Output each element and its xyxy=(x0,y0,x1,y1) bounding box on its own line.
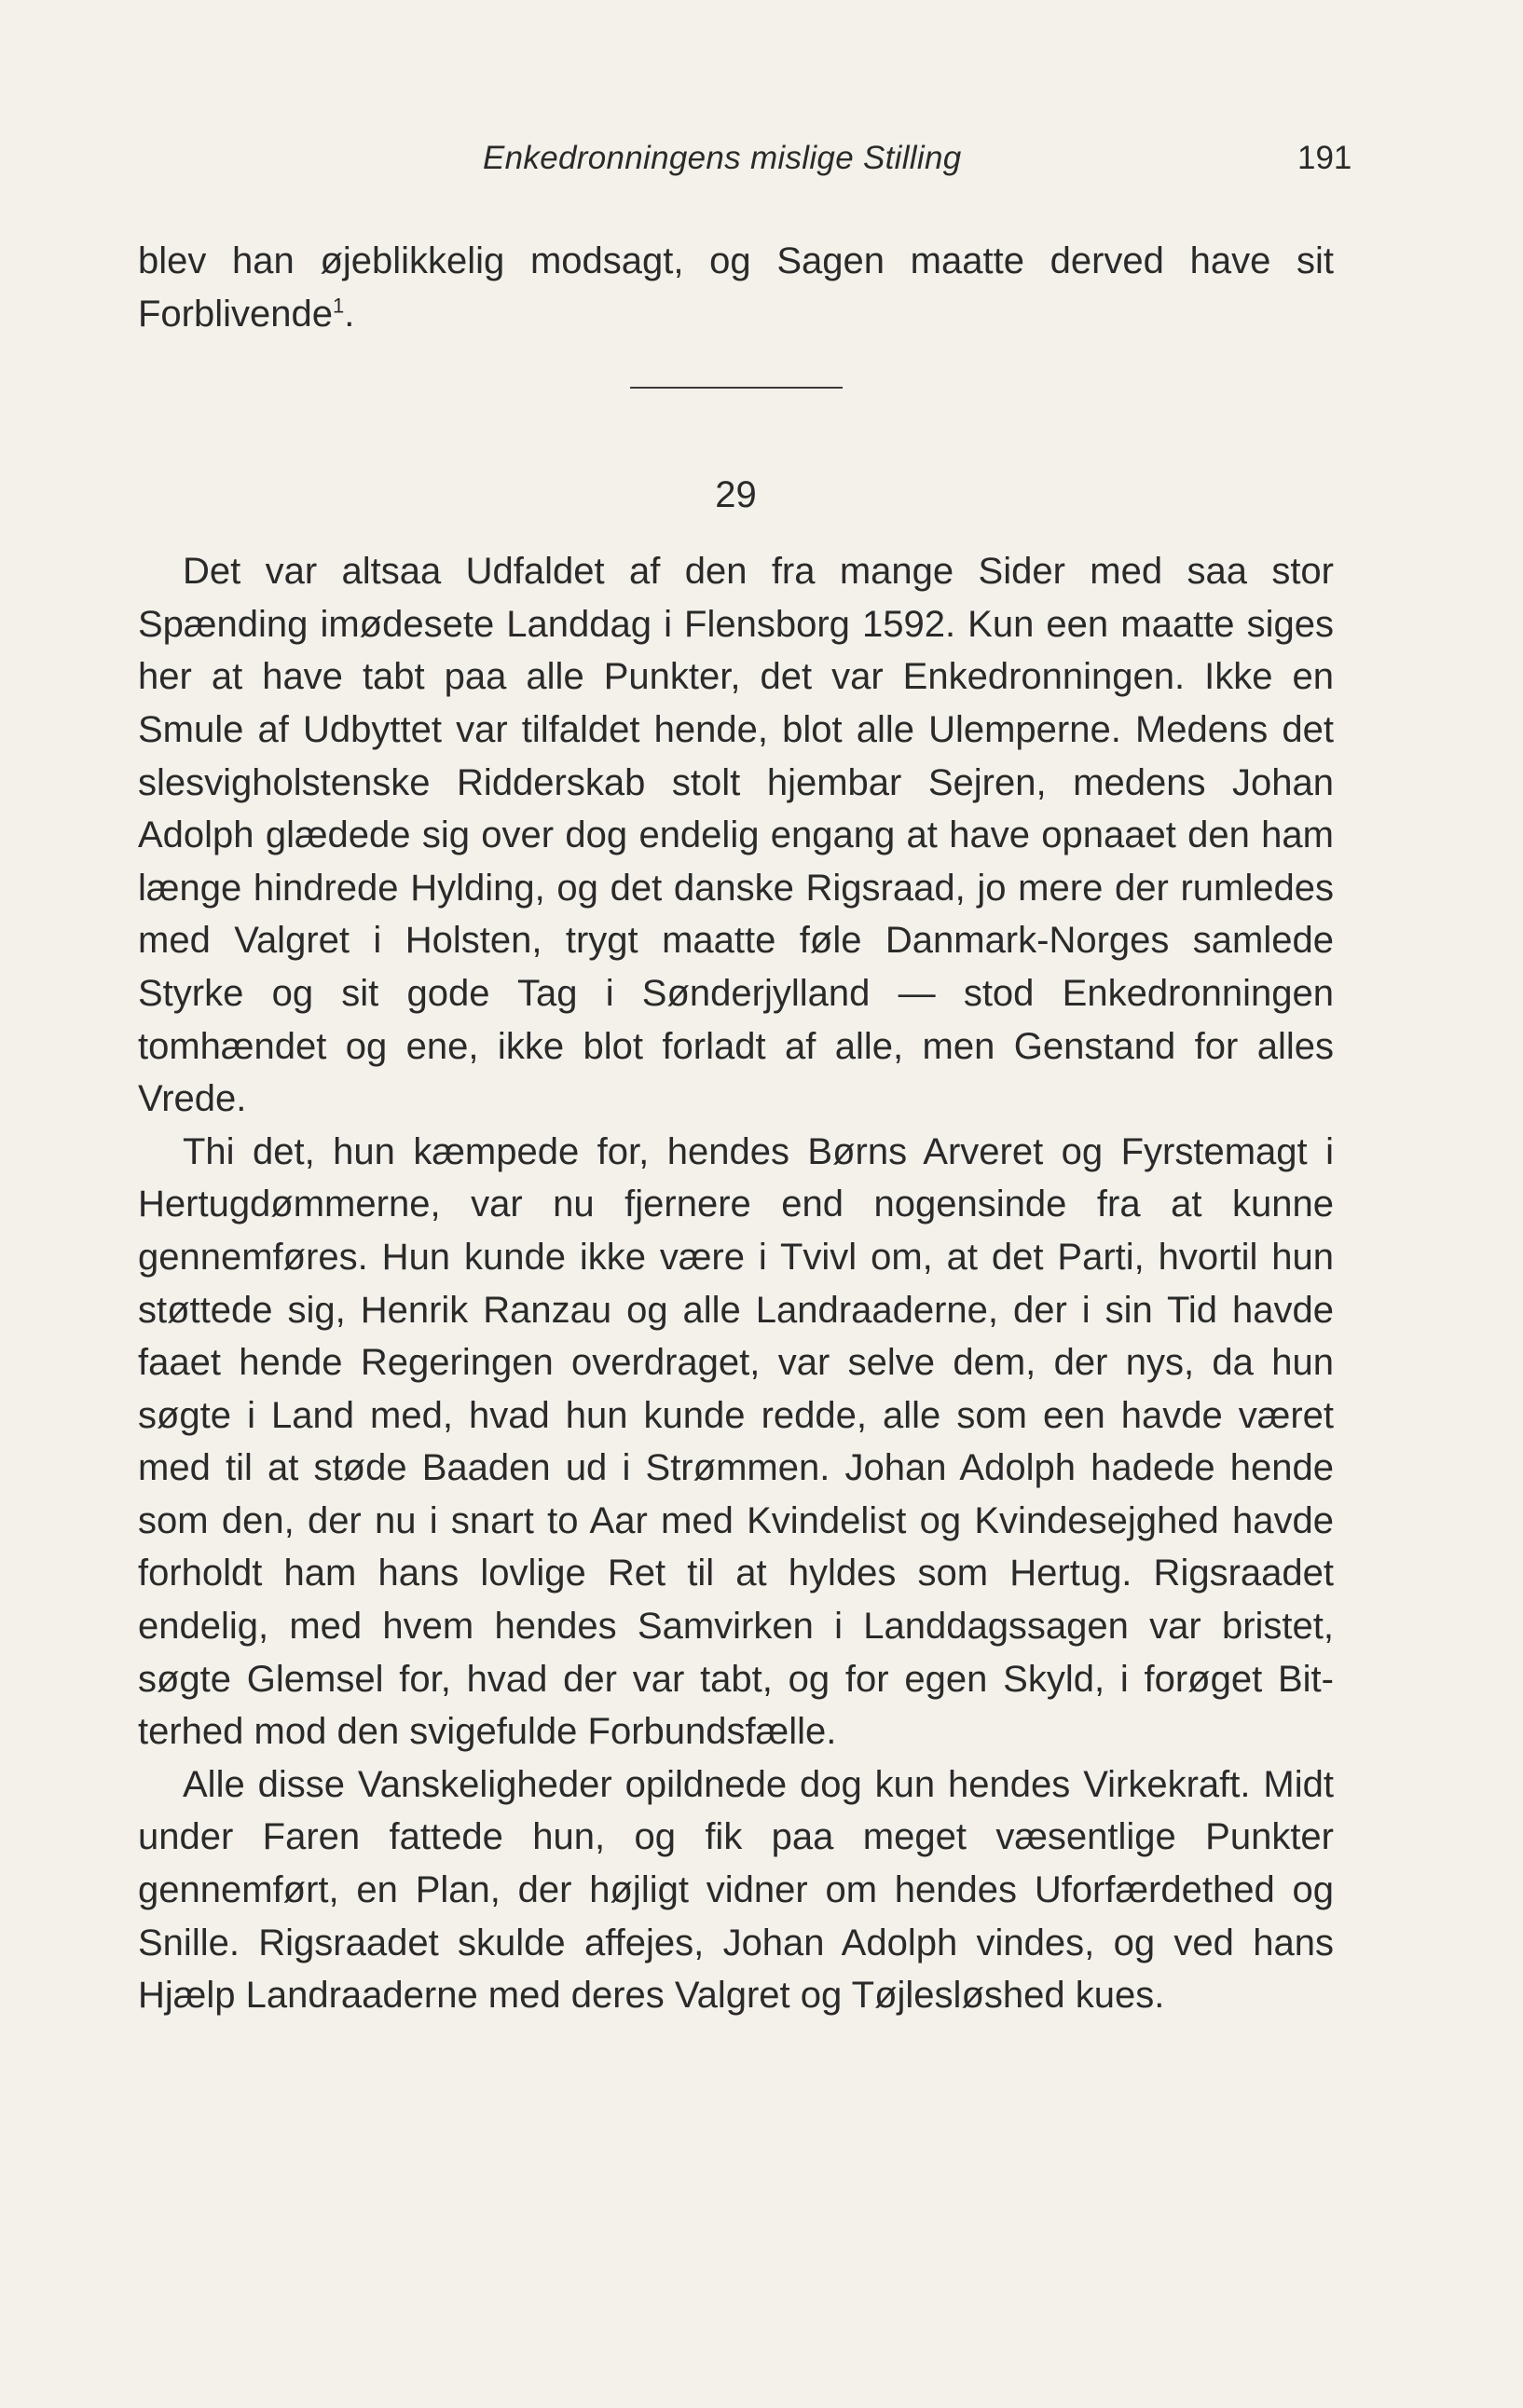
paragraph-3: Alle disse Vanskeligheder opildnede dog kun hendes Virkekraft. Midt under Faren fattede hun, og fik paa meget væsentlige Punkter gennemført, en Plan, der højligt vidner om hendes Uforfærdethed og Snille. Rigsraadet skulde affejes, Johan Adolph vindes, og ved hans Hjælp Landraaderne med deres Valgret og Tøjlesløshed kues. xyxy=(138,1763,1334,2017)
section-number: 29 xyxy=(715,474,757,516)
carryover-paragraph xyxy=(138,235,1334,340)
paragraph-1: Det var altsaa Udfaldet af den fra mange Sider med saa stor Spænding imødesete Landdag i Flensborg 1592. Kun een maatte siges her at have tabt paa alle Punkter, det var Enkedronningen. Ikke en Smule af Udbyttet var tilfaldet hende, blot alle Ulemperne. Medens det slesvigholstenske Ridderskab stolt hjembar Sejren, medens Johan Adolph glædede sig over dog endelig engang at have opnaaet den ham længe hindrede Hylding, og det danske Rigsraad, jo mere der rumledes med Valgret i Holsten, trygt maatte føle Danmark-Norges samlede Styrke og sit gode Tag i Sønderjylland — stod Enkedronningen tomhændet og ene, ikke blot forladt af alle, men Genstand for alles Vrede. xyxy=(138,551,1334,1120)
section-divider xyxy=(630,387,843,389)
paragraph-2: Thi det, hun kæmpede for, hendes Børns Arveret og Fyrstemagt i Hertugdømmerne, var nu fjernere end nogensinde fra at kunne gennemføres. Hun kunde ikke være i Tvivl om, at det Parti, hvortil hun støttede sig, Henrik Ranzau og alle Landraaderne, der i sin Tid havde faaet hende Regeringen overdraget, var selve dem, der nys, da hun søgte i Land med, hvad hun kunde redde, alle som een havde været med til at støde Baaden ud i Strømmen. Johan Adolph hadede hende som den, der nu i snart to Aar med Kvindelist og Kvindesejghed havde forholdt ham hans lovlige Ret til at hyldes som Hertug. Rigsraadet endelig, med hvem hendes Samvirken i Landdagssagen var bristet, søgte Glemsel for, hvad der var tabt, og for egen Skyld, i forøget Bitterhed mod den svigefulde Forbundsfælle. xyxy=(138,1130,1334,1753)
running-head xyxy=(0,140,1523,196)
footnote-marker: 1 xyxy=(333,294,345,318)
text-block xyxy=(138,235,1334,2022)
carryover-end: . xyxy=(344,293,355,335)
page-number: 191 xyxy=(1297,140,1352,176)
running-title: Enkedronningens mislige Stilling xyxy=(483,140,962,176)
carryover-text: blev han øjeblikkelig modsagt, og Sagen maatte derved have sit Forblivende xyxy=(138,240,1334,335)
